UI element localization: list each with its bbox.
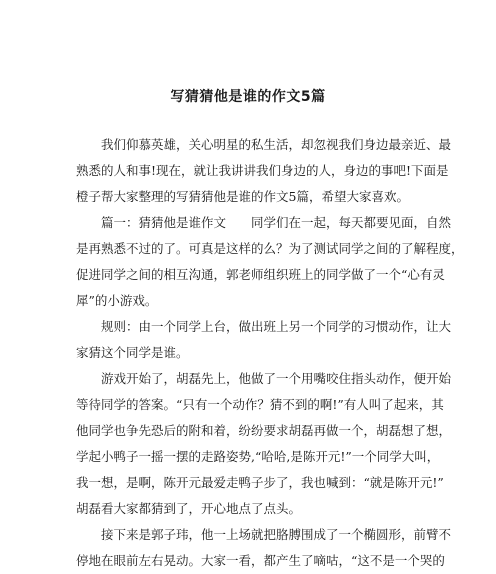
body-line: 游戏开始了，胡磊先上，他做了一个用嘴咬住指头动作，便开始 [76,371,452,386]
body-line: 犀”的小游戏。 [76,293,158,308]
document-title: 写猜猜他是谁的作文5篇 [170,89,326,105]
body-line: 促进同学之间的相互沟通，郭老师组织班上的同学做了一个“心有灵 [76,267,445,282]
body-line: 篇一：猜猜他是谁作文 同学们在一起，每天都要见面，自然 [76,215,452,230]
body-line: 他同学也争先恐后的附和着，纷纷要求胡磊再做一个，胡磊想了想， [76,423,452,438]
body-line: 橙子帮大家整理的写猜猜他是谁的作文5篇，希望大家喜欢。 [76,189,409,204]
body-line: 等待同学的答案。“只有一个动作？猜不到的啊!”有人叫了起来，其 [76,397,444,412]
body-line: 我一想，是啊，陈开元最爱走鸭子步了，我也喊到：“就是陈开元!” [76,475,444,490]
body-line: 接下来是郭子玮，他一上场就把胳膊围成了一个椭圆形，前臂不 [76,527,452,542]
document-body [76,132,464,574]
body-line: 停地在眼前左右晃动。大家一看，都产生了嘀咕，“这不是一个哭的 [76,553,445,568]
body-line: 家猜这个同学是谁。 [76,345,189,360]
body-line: 胡磊看大家都猜到了，开心地点了点头。 [76,501,302,516]
body-line: 规则：由一个同学上台，做出班上另一个同学的习惯动作，让大 [76,319,452,334]
body-line: 是再熟悉不过的了。可真是这样的么？为了测试同学之间的了解程度， [76,241,464,256]
body-line: 学起小鸭子一摇一摆的走路姿势,“哈哈,是陈开元!”一个同学大叫， [76,449,440,464]
body-line: 熟悉的人和事!现在，就让我讲讲我们身边的人，身边的事吧!下面是 [76,163,449,178]
body-line: 我们仰慕英雄，关心明星的私生活，却忽视我们身边最亲近、最 [76,137,452,152]
